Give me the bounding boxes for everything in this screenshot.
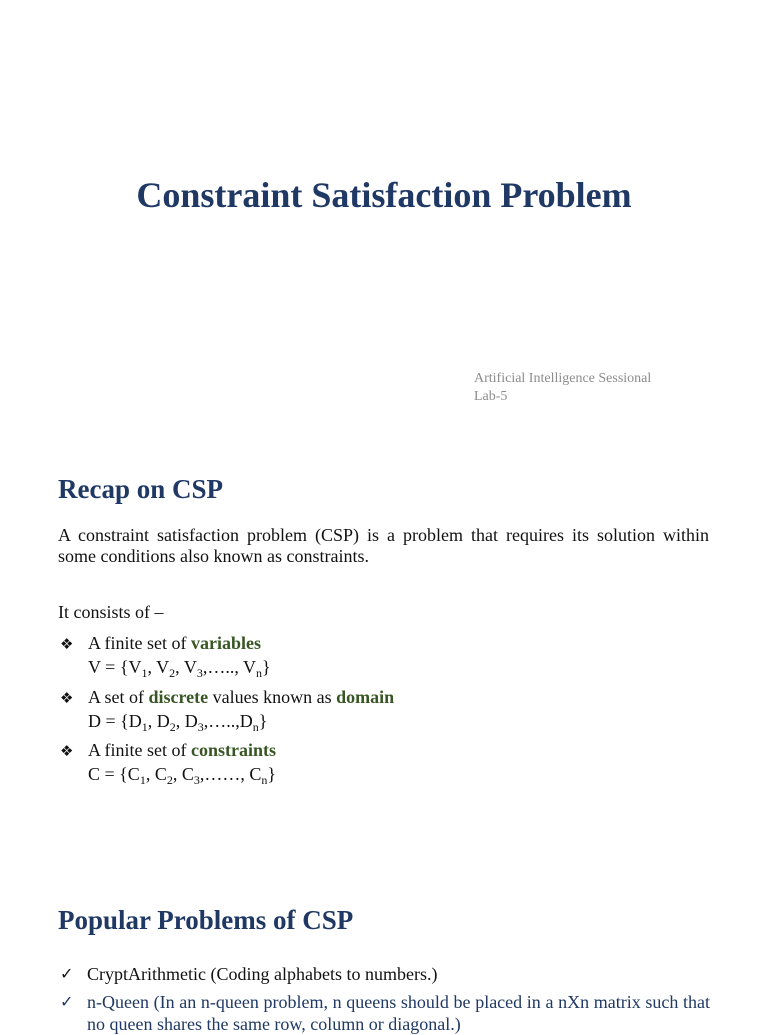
bullet-formula: $D = \{D_1$, $D_2$, $D_3,\dots..,D_n$} bbox=[88, 711, 268, 734]
list-item-text: CryptArithmetic (Coding alphabets to numbers.) bbox=[87, 964, 438, 984]
slide-title: Constraint Satisfaction Problem bbox=[136, 175, 632, 215]
diamond-bullet-icon: ❖ bbox=[60, 635, 74, 653]
bullet-formula: $C = \{C_1$, $C_2$, $C_3,\dots\dots$, $C_n$} bbox=[88, 764, 276, 787]
recap-heading: Recap on CSP bbox=[58, 474, 224, 504]
check-mark-icon: ✓ bbox=[60, 964, 74, 983]
subtitle-lab: Lab-5 bbox=[474, 389, 508, 404]
diamond-bullet-icon: ❖ bbox=[60, 742, 74, 760]
diamond-bullet-icon: ❖ bbox=[60, 689, 74, 707]
bullet-formula: $V = \{V_1$, $V_2$, $V_3,\dots$.., $V_n$} bbox=[88, 657, 271, 680]
list-item-text: n-Queen (In an n-queen problem, n queens should be placed in a nXn matrix such that no queen shares the same row, column or diagonal.) bbox=[87, 992, 710, 1034]
consists-of: It consists of – bbox=[58, 602, 164, 622]
popular-problems-heading: Popular Problems of CSP bbox=[58, 905, 354, 935]
csp-intro: A constraint satisfaction problem (CSP) is a problem that requires its solution within some conditions also known as constraints. bbox=[58, 525, 709, 566]
bullet-label: A finite set of constraints bbox=[88, 740, 276, 760]
check-mark-icon: ✓ bbox=[60, 992, 74, 1011]
subtitle-course: Artificial Intelligence Sessional bbox=[474, 371, 652, 386]
list-item-n-queen bbox=[60, 991, 710, 1035]
slide-subtitle bbox=[474, 370, 651, 406]
list-item-cryptarithmetic bbox=[60, 963, 710, 985]
bullet-label: A finite set of variables bbox=[88, 633, 261, 653]
bullet-label: A set of discrete values known as domain bbox=[88, 687, 395, 707]
